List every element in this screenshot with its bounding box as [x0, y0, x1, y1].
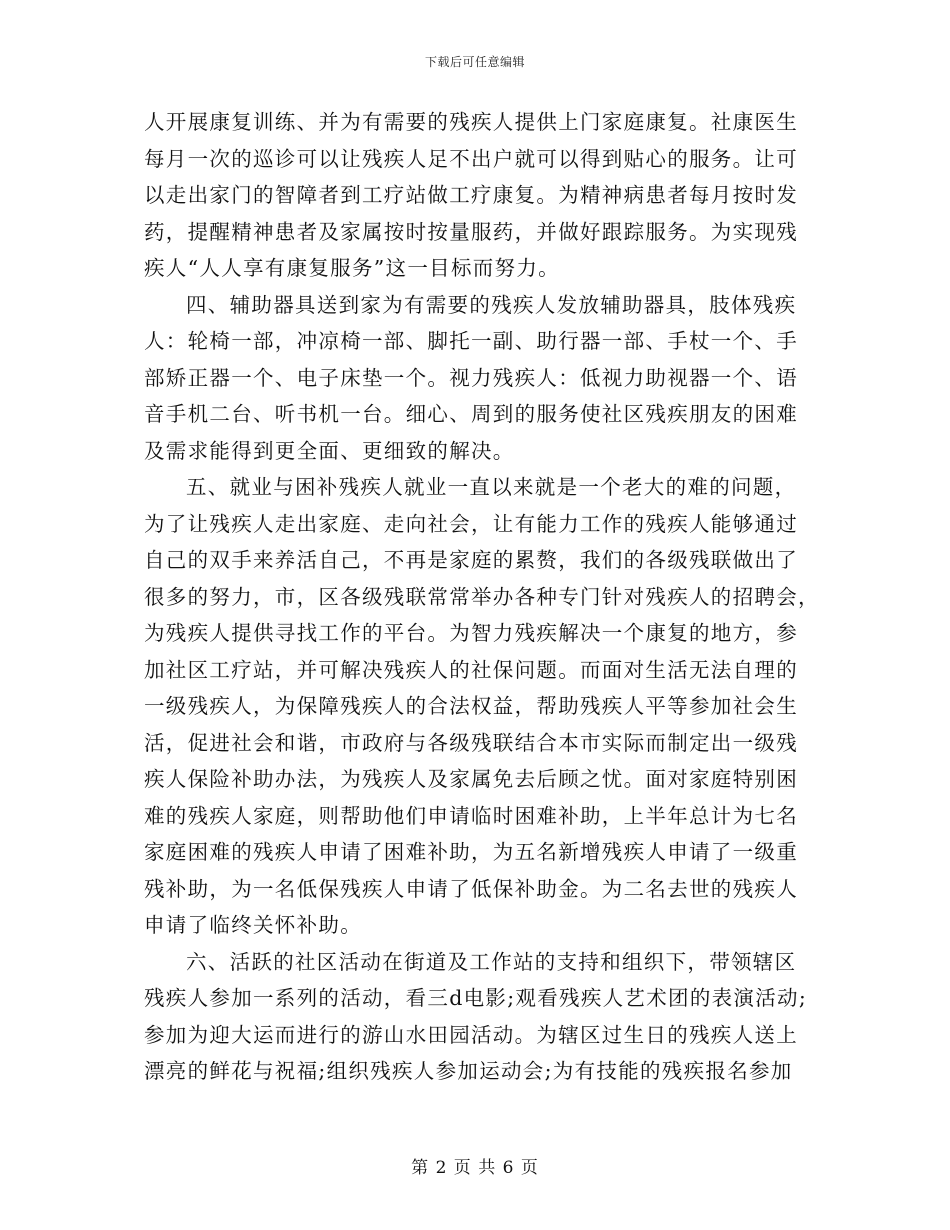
text-line: 活，促进社会和谐，市政府与各级残联结合本市实际而制定出一级残	[144, 730, 798, 755]
text-line: 申请了临终关怀补助。	[144, 913, 362, 937]
text-line: 药，提醒精神患者及家属按时按量服药，并做好跟踪服务。为实现残	[144, 219, 798, 244]
text-line: 疾人“人人享有康复服务”这一目标而努力。	[144, 256, 560, 280]
text-line: 为了让残疾人走出家庭、走向社会，让有能力工作的残疾人能够通过	[144, 511, 798, 536]
text-line: 加社区工疗站，并可解决残疾人的社保问题。而面对生活无法自理的	[144, 657, 798, 682]
text-line: 漂亮的鲜花与祝福;组织残疾人参加运动会;为有技能的残疾报名参加	[144, 1059, 793, 1083]
text-line: 很多的努力，市，区各级残联常常举办各种专门针对残疾人的招聘会，	[144, 584, 820, 609]
page-header: 下载后可任意编辑	[424, 55, 525, 69]
text-line: 难的残疾人家庭，则帮助他们申请临时困难补助，上半年总计为七名	[144, 803, 798, 828]
text-line: 人：轮椅一部，冲凉椅一部、脚托一副、助行器一部、手杖一个、手	[144, 329, 798, 353]
text-line: 为残疾人提供寻找工作的平台。为智力残疾解决一个康复的地方，参	[144, 621, 798, 645]
text-line: 残补助，为一名低保残疾人申请了低保补助金。为二名去世的残疾人	[144, 876, 798, 901]
text-line: 家庭困难的残疾人申请了困难补助，为五名新增残疾人申请了一级重	[144, 840, 798, 864]
text-line: 疾人保险补助办法，为残疾人及家属免去后顾之忧。面对家庭特别困	[144, 767, 798, 791]
text-line: 参加为迎大运而进行的游山水田园活动。为辖区过生日的残疾人送上	[144, 1022, 798, 1047]
text-line: 及需求能得到更全面、更细致的解决。	[144, 438, 515, 463]
text-line: 残疾人参加一系列的活动，看三d电影;观看残疾人艺术团的表演活动;	[144, 986, 808, 1010]
document-body	[144, 104, 820, 1090]
paragraph-start-line: 五、就业与困补残疾人就业一直以来就是一个老大的难的问题，	[186, 475, 797, 499]
text-line: 每月一次的巡诊可以让残疾人足不出户就可以得到贴心的服务。让可	[144, 146, 798, 171]
text-line: 部矫正器一个、电子床垫一个。视力残疾人：低视力助视器一个、语	[144, 365, 798, 390]
page-number-footer: 第 2 页 共 6 页	[411, 1158, 539, 1178]
text-line: 音手机二台、听书机一台。细心、周到的服务使社区残疾朋友的困难	[144, 402, 798, 426]
text-line: 人开展康复训练、并为有需要的残疾人提供上门家庭康复。社康医生	[144, 110, 798, 134]
text-line: 以走出家门的智障者到工疗站做工疗康复。为精神病患者每月按时发	[144, 183, 798, 207]
text-line: 一级残疾人，为保障残疾人的合法权益，帮助残疾人平等参加社会生	[144, 694, 798, 718]
paragraph-start-line: 四、辅助器具送到家为有需要的残疾人发放辅助器具，肢体残疾	[186, 292, 797, 317]
text-line: 自己的双手来养活自己，不再是家庭的累赘，我们的各级残联做出了	[144, 548, 798, 572]
paragraph-start-line: 六、活跃的社区活动在街道及工作站的支持和组织下，带领辖区	[186, 949, 797, 974]
